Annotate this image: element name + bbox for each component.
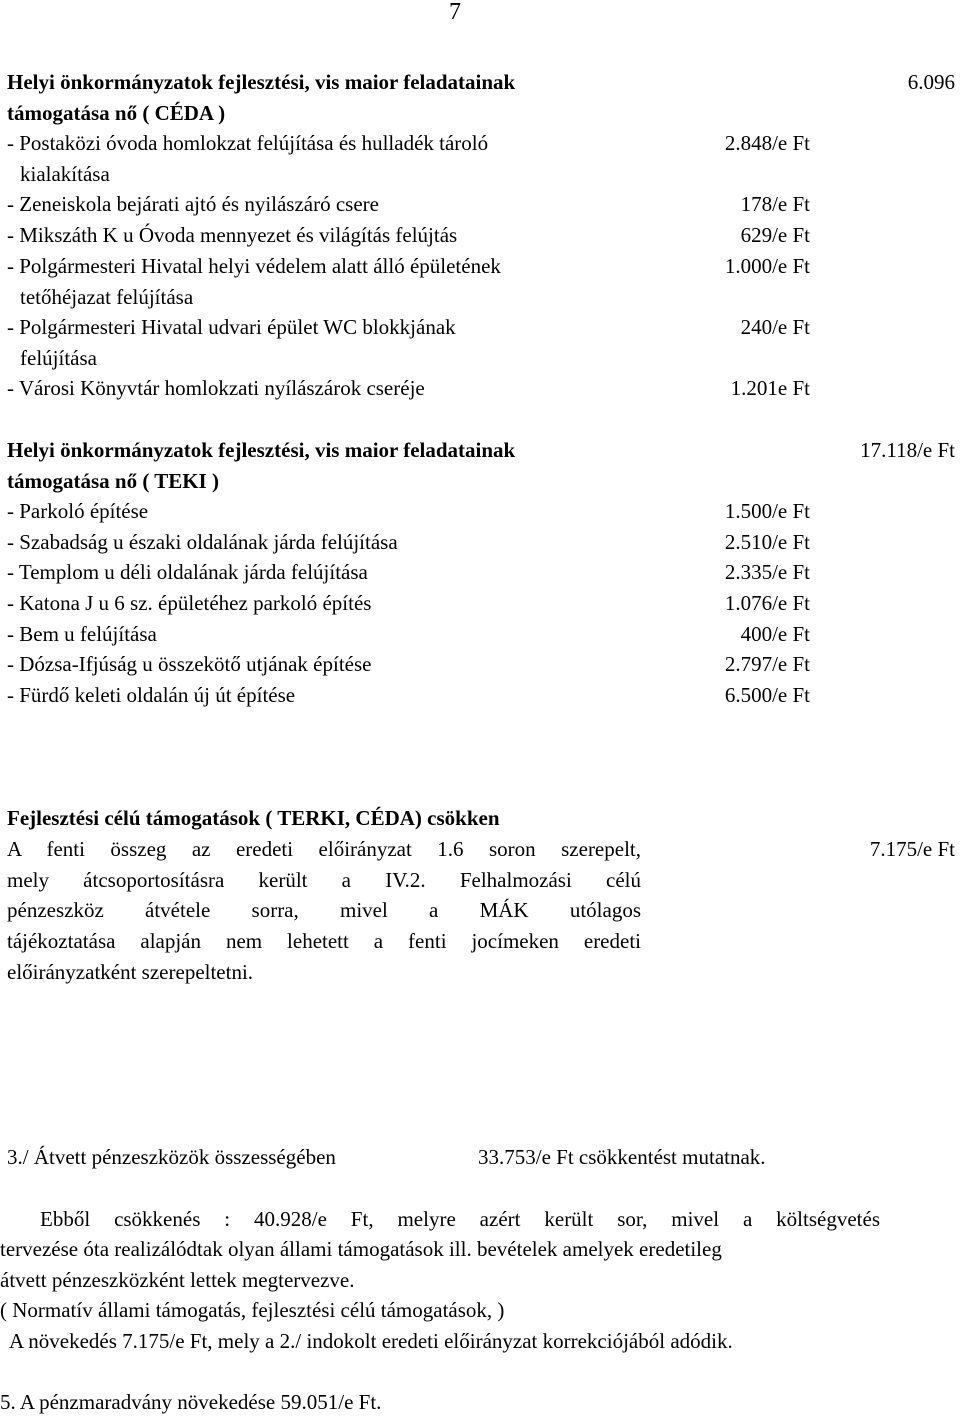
- section2-item-6-amount: 2.797/e Ft: [724, 652, 810, 676]
- section1-item-2-label: - Zeneiskola bejárati ajtó és nyilászáró csere: [7, 192, 379, 216]
- section1-item-3-label: - Mikszáth K u Óvoda mennyezet és világítás felújtás: [7, 223, 458, 247]
- section1-item-5-label-cont: felújítása: [20, 346, 97, 370]
- section2-heading-line1: Helyi önkormányzatok fejlesztési, vis maior feladatainak: [7, 438, 516, 462]
- section1-item-3-amount: 629/e Ft: [740, 223, 810, 247]
- section1-total: 6.096: [907, 70, 955, 94]
- section1-item-5-amount: 240/e Ft: [740, 315, 810, 339]
- section2-item-1-label: - Parkoló építése: [7, 499, 149, 523]
- section3-paragraph-line-1: A fenti összeg az eredeti előirányzat 1.6 soron szerepelt,: [7, 837, 641, 861]
- section1-item-5-label: - Polgármesteri Hivatal udvari épület WC blokkjának: [7, 315, 456, 339]
- section1-item-4-label: - Polgármesteri Hivatal helyi védelem alatt álló épületének: [7, 254, 501, 278]
- section4-value: 33.753/e Ft csökkentést mutatnak.: [478, 1145, 766, 1169]
- section1-item-6-label: - Városi Könyvtár homlokzati nyílászárok cseréje: [7, 376, 425, 400]
- section1-item-2-amount: 178/e Ft: [740, 192, 810, 216]
- section1-item-6-amount: 1.201e Ft: [730, 376, 810, 400]
- section1-item-4-amount: 1.000/e Ft: [724, 254, 810, 278]
- section2-item-5-amount: 400/e Ft: [740, 622, 810, 646]
- section4-label: 3./ Átvett pénzeszközök összességében: [7, 1145, 336, 1169]
- section3-paragraph-line-3: pénzeszköz átvétele sorra, mivel a MÁK utólagos: [7, 898, 641, 922]
- section2-item-3-amount: 2.335/e Ft: [724, 560, 810, 584]
- section2-item-5-label: - Bem u felújítása: [7, 622, 157, 646]
- section2-item-7-amount: 6.500/e Ft: [724, 683, 810, 707]
- section1-item-4-label-cont: tetőhéjazat felújítása: [20, 285, 194, 309]
- section2-heading-line2: támogatása nő ( TEKI ): [7, 469, 219, 493]
- section4-increase: A növekedés 7.175/e Ft, mely a 2./ indokolt eredeti előirányzat korrekciójából adódik.: [9, 1329, 733, 1353]
- section4-paragraph-line-3: átvett pénzeszközként lettek megtervezve.: [0, 1268, 355, 1292]
- section2-item-7-label: - Fürdő keleti oldalán új út építése: [7, 683, 296, 707]
- section2-total: 17.118/e Ft: [860, 438, 955, 462]
- section2-item-3-label: - Templom u déli oldalának járda felújítása: [7, 560, 368, 584]
- section3-paragraph-line-4: tájékoztatása alapján nem lehetett a fenti jocímeken eredeti: [7, 929, 641, 953]
- section2-item-4-label: - Katona J u 6 sz. épületéhez parkoló építés: [7, 591, 372, 615]
- section1-item-1-label: - Postaközi óvoda homlokzat felújítása és hulladék tároló: [7, 131, 489, 155]
- section1-item-1-label-cont: kialakítása: [20, 162, 110, 186]
- section2-item-2-amount: 2.510/e Ft: [724, 530, 810, 554]
- section4-paragraph-line-2: tervezése óta realizálódtak olyan állami támogatások ill. bevételek amelyek eredetileg: [0, 1237, 722, 1261]
- section2-item-2-label: - Szabadság u északi oldalának járda felújítása: [7, 530, 398, 554]
- page-number: 7: [449, 0, 461, 25]
- section2-item-6-label: - Dózsa-Ifjúság u összekötő utjának építése: [7, 652, 372, 676]
- section2-item-4-amount: 1.076/e Ft: [724, 591, 810, 615]
- section3-paragraph-line-2: mely átcsoportosításra került a IV.2. Felhalmozási célú: [7, 868, 641, 892]
- section5-text: 5. A pénzmaradvány növekedése 59.051/e Ft.: [0, 1390, 382, 1414]
- section4-note: ( Normatív állami támogatás, fejlesztési célú támogatások, ): [0, 1298, 505, 1322]
- section3-paragraph-line-5: előirányzatként szerepeltetni.: [7, 960, 254, 984]
- section3-total: 7.175/e Ft: [869, 837, 955, 861]
- section1-heading-line1: Helyi önkormányzatok fejlesztési, vis maior feladatainak: [7, 70, 516, 94]
- section1-item-1-amount: 2.848/e Ft: [724, 131, 810, 155]
- section3-heading: Fejlesztési célú támogatások ( TERKI, CÉDA) csökken: [7, 806, 500, 830]
- section4-paragraph-line-1: Ebből csökkenés : 40.928/e Ft, melyre azért került sor, mivel a költségvetés: [40, 1207, 880, 1231]
- section1-heading-line2: támogatása nő ( CÉDA ): [7, 101, 226, 125]
- section2-item-1-amount: 1.500/e Ft: [724, 499, 810, 523]
